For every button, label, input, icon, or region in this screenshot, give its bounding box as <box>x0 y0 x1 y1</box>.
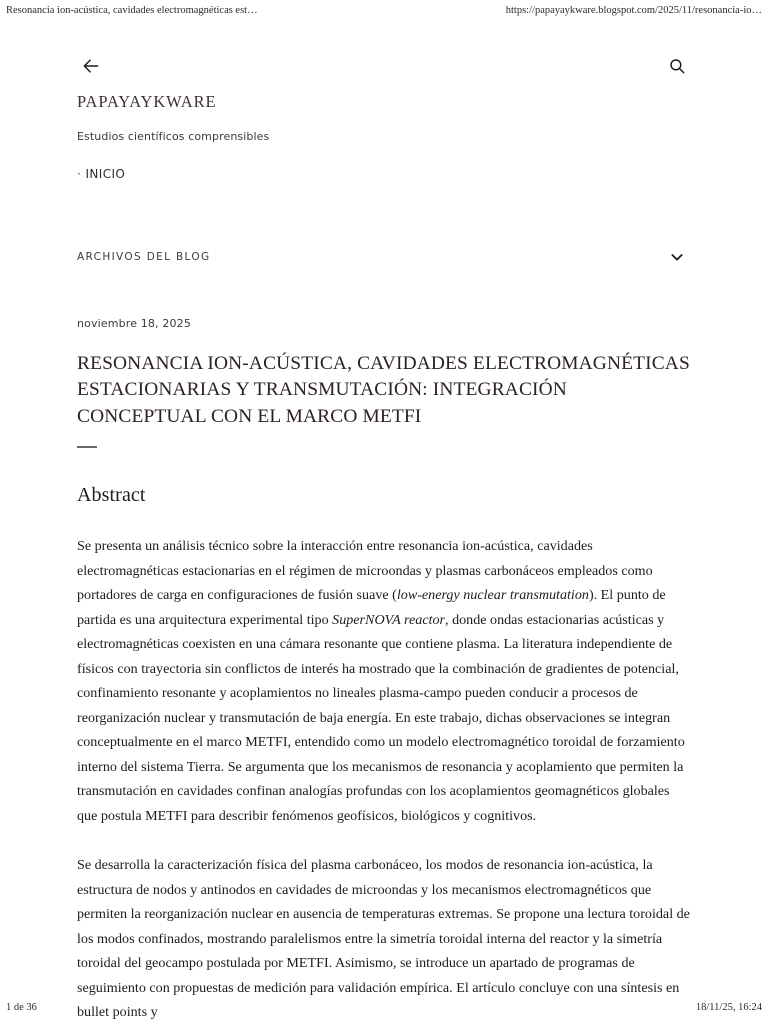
paragraph-1-part-c: , donde ondas estacionarias acústicas y electromagnéticas coexisten en una cámara resonante que contiene plasma. La literatura independiente de físicos con trayectoria sin conflictos de interés ha mostrado que la combinación de gradientes de potencial, confinamiento resonante y acoplamientos no lineales plasma-campo pueden conducir a procesos de reorganización nuclear y transmutación de baja energía. En este trabajo, dichas observaciones se integran conceptualmente en el marco METFI, entendido como un modelo electromagnético toroidal de forzamiento interno del sistema Tierra. Se argumenta que los mecanismos de resonancia y acoplamiento que permiten la transmutación en cavidades confinan analogías profundas con los acoplamientos geomagnéticos globales que postula METFI para describir fenómenos geofísicos, biológicos y cognitivos. <box>77 611 685 824</box>
primary-nav <box>77 167 691 181</box>
nav-item-inicio[interactable]: INICIO <box>85 167 126 181</box>
post-title-divider <box>77 446 97 448</box>
post-body <box>77 534 691 1025</box>
archives-label: ARCHIVOS DEL BLOG <box>77 251 211 263</box>
paragraph-1-emphasis-1: low-energy nuclear transmutation <box>396 587 589 604</box>
paragraph-1-part-b: ). El punto de partida es una arquitectura experimental tipo <box>77 587 666 628</box>
paragraph-1 <box>77 534 691 828</box>
search-icon <box>668 57 686 75</box>
print-header <box>0 5 768 16</box>
print-header-document-title: Resonancia ion-acústica, cavidades electromagnéticas est… <box>6 5 258 16</box>
paragraph-2: Se desarrolla la caracterización física del plasma carbonáceo, los modos de resonancia ion-acústica, la estructura de nodos y antinodos en cavidades de microondas y los mecanismos electromagnéticos que permiten la reorganización nuclear en ausencia de temperaturas extremas. Se propone una lectura toroidal de los modos confinados, mostrando paralelismos entre la simetría toroidal interna del reactor y la simetría toroidal del geocampo postulada por METFI. Asimismo, se introduce un apartado de programas de seguimiento con propuestas de medición para validación empírica. El artículo concluye con una síntesis en bullet points y <box>77 857 690 1021</box>
section-heading-abstract: Abstract <box>77 484 146 507</box>
blog-page <box>0 46 768 1025</box>
print-footer <box>0 1002 768 1013</box>
print-footer-page-number: 1 de 36 <box>6 1002 37 1013</box>
post-title[interactable]: RESONANCIA ION-ACÚSTICA, CAVIDADES ELECTROMAGNÉTICAS ESTACIONARIAS Y TRANSMUTACIÓN: INTEGRACIÓN CONCEPTUAL CON EL MARCO METFI <box>77 353 690 427</box>
top-bar <box>77 46 691 86</box>
post-date: noviembre 18, 2025 <box>77 317 191 330</box>
nav-bullet: · <box>77 167 82 181</box>
back-button[interactable] <box>77 52 105 80</box>
arrow-left-icon <box>81 56 101 76</box>
paragraph-1-emphasis-2: SuperNOVA reactor <box>332 611 446 628</box>
chevron-down-icon <box>669 249 685 265</box>
archives-accordion[interactable] <box>77 243 691 271</box>
print-header-url: https://papayaykware.blogspot.com/2025/11/resonancia-io… <box>505 5 762 16</box>
blog-tagline: Estudios científicos comprensibles <box>77 130 270 143</box>
paragraph-1-part-a: Se presenta un análisis técnico sobre la interacción entre resonancia ion-acústica, cavidades electromagnéticas estacionarias en el régimen de microondas y plasmas carbonáceos empleados como portadores de carga en configuraciones de fusión suave ( <box>77 538 653 604</box>
print-footer-timestamp: 18/11/25, 16:24 <box>695 1002 762 1013</box>
blog-post <box>77 317 691 1025</box>
blog-title[interactable]: PAPAYAYKWARE <box>77 92 217 111</box>
search-button[interactable] <box>663 52 691 80</box>
archives-expand-button[interactable] <box>663 243 691 271</box>
